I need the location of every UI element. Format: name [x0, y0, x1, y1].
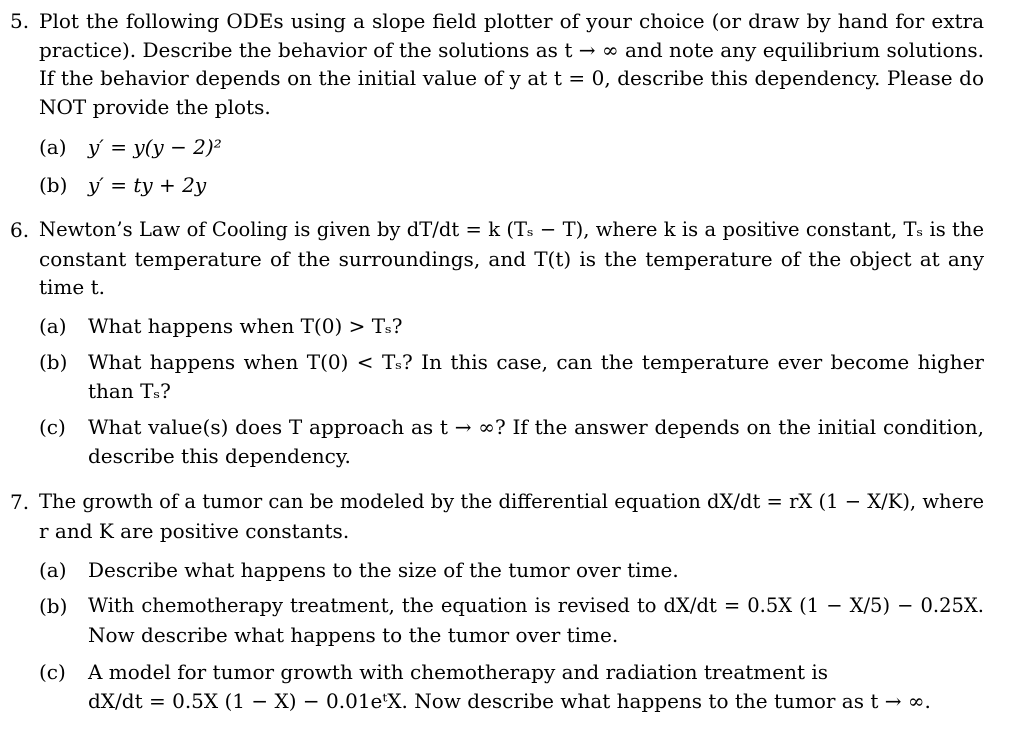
part-6a — [39, 312, 984, 341]
part-7a — [39, 556, 984, 585]
problem-number: 5. — [10, 9, 30, 33]
part-label: (a) — [39, 135, 67, 159]
problem-5 — [10, 7, 984, 121]
text-line: r and K are positive constants. — [39, 518, 350, 543]
problem-statement — [39, 7, 984, 121]
part-label: (b) — [39, 594, 68, 618]
part-label: (c) — [39, 660, 66, 684]
text-line: time t. — [39, 275, 105, 299]
part-5a — [39, 133, 984, 162]
equation: y′ = ty + 2y — [88, 173, 207, 197]
equation: y′ = y(y − 2)² — [88, 135, 222, 159]
text-line: A model for tumor growth with chemotherapy and radiation treatment is — [88, 660, 829, 684]
part-label: (b) — [39, 350, 68, 374]
text-line: NOT provide the plots. — [39, 94, 271, 119]
problem-number: 6. — [10, 218, 30, 242]
part-7b — [39, 592, 984, 649]
part-5b — [39, 171, 984, 200]
text-line: The growth of a tumor can be modeled by the differential equation dX/dt = rX (1 − X/K), where — [39, 490, 984, 513]
text-line: If the behavior depends on the initial value of y at t = 0, describe this dependency. Please do — [39, 66, 984, 90]
text-line: dX/dt = 0.5X (1 − X) − 0.01eᵗX. Now describe what happens to the tumor as t → ∞. — [88, 688, 931, 713]
text-line: What happens when T(0) > Tₛ? — [88, 314, 403, 338]
text-line: What happens when T(0) < Tₛ? In this case, can the temperature ever become higher — [88, 350, 984, 374]
text-line: What value(s) does T approach as t → ∞? If the answer depends on the initial condition, — [88, 415, 984, 439]
part-6b — [39, 348, 984, 405]
text-line: constant temperature of the surroundings, and T(t) is the temperature of the object at any — [39, 246, 984, 271]
text-line: Describe what happens to the size of the tumor over time. — [88, 558, 679, 582]
part-label: (a) — [39, 314, 67, 338]
problem-statement — [39, 488, 984, 545]
part-label: (b) — [39, 173, 68, 197]
text-line: practice). Describe the behavior of the solutions as t → ∞ and note any equilibrium solutions. — [39, 37, 984, 62]
problem-number: 7. — [10, 490, 30, 514]
text-line: Plot the following ODEs using a slope field plotter of your choice (or draw by hand for extra — [39, 9, 984, 33]
problem-7 — [10, 488, 984, 545]
text-line: describe this dependency. — [88, 443, 351, 468]
text-line: With chemotherapy treatment, the equation is revised to dX/dt = 0.5X (1 − X/5) − 0.25X. — [88, 594, 984, 617]
problem-statement — [39, 216, 984, 302]
problem-6 — [10, 216, 984, 302]
text-line: Newton’s Law of Cooling is given by dT/dt = k (Tₛ − T), where k is a positive constant, Tₛ is the — [39, 218, 984, 241]
part-6c — [39, 413, 984, 470]
text-line: than Tₛ? — [88, 378, 171, 403]
part-label: (a) — [39, 558, 67, 582]
part-label: (c) — [39, 415, 66, 439]
text-line: Now describe what happens to the tumor over time. — [88, 622, 619, 647]
part-7c — [39, 658, 984, 715]
